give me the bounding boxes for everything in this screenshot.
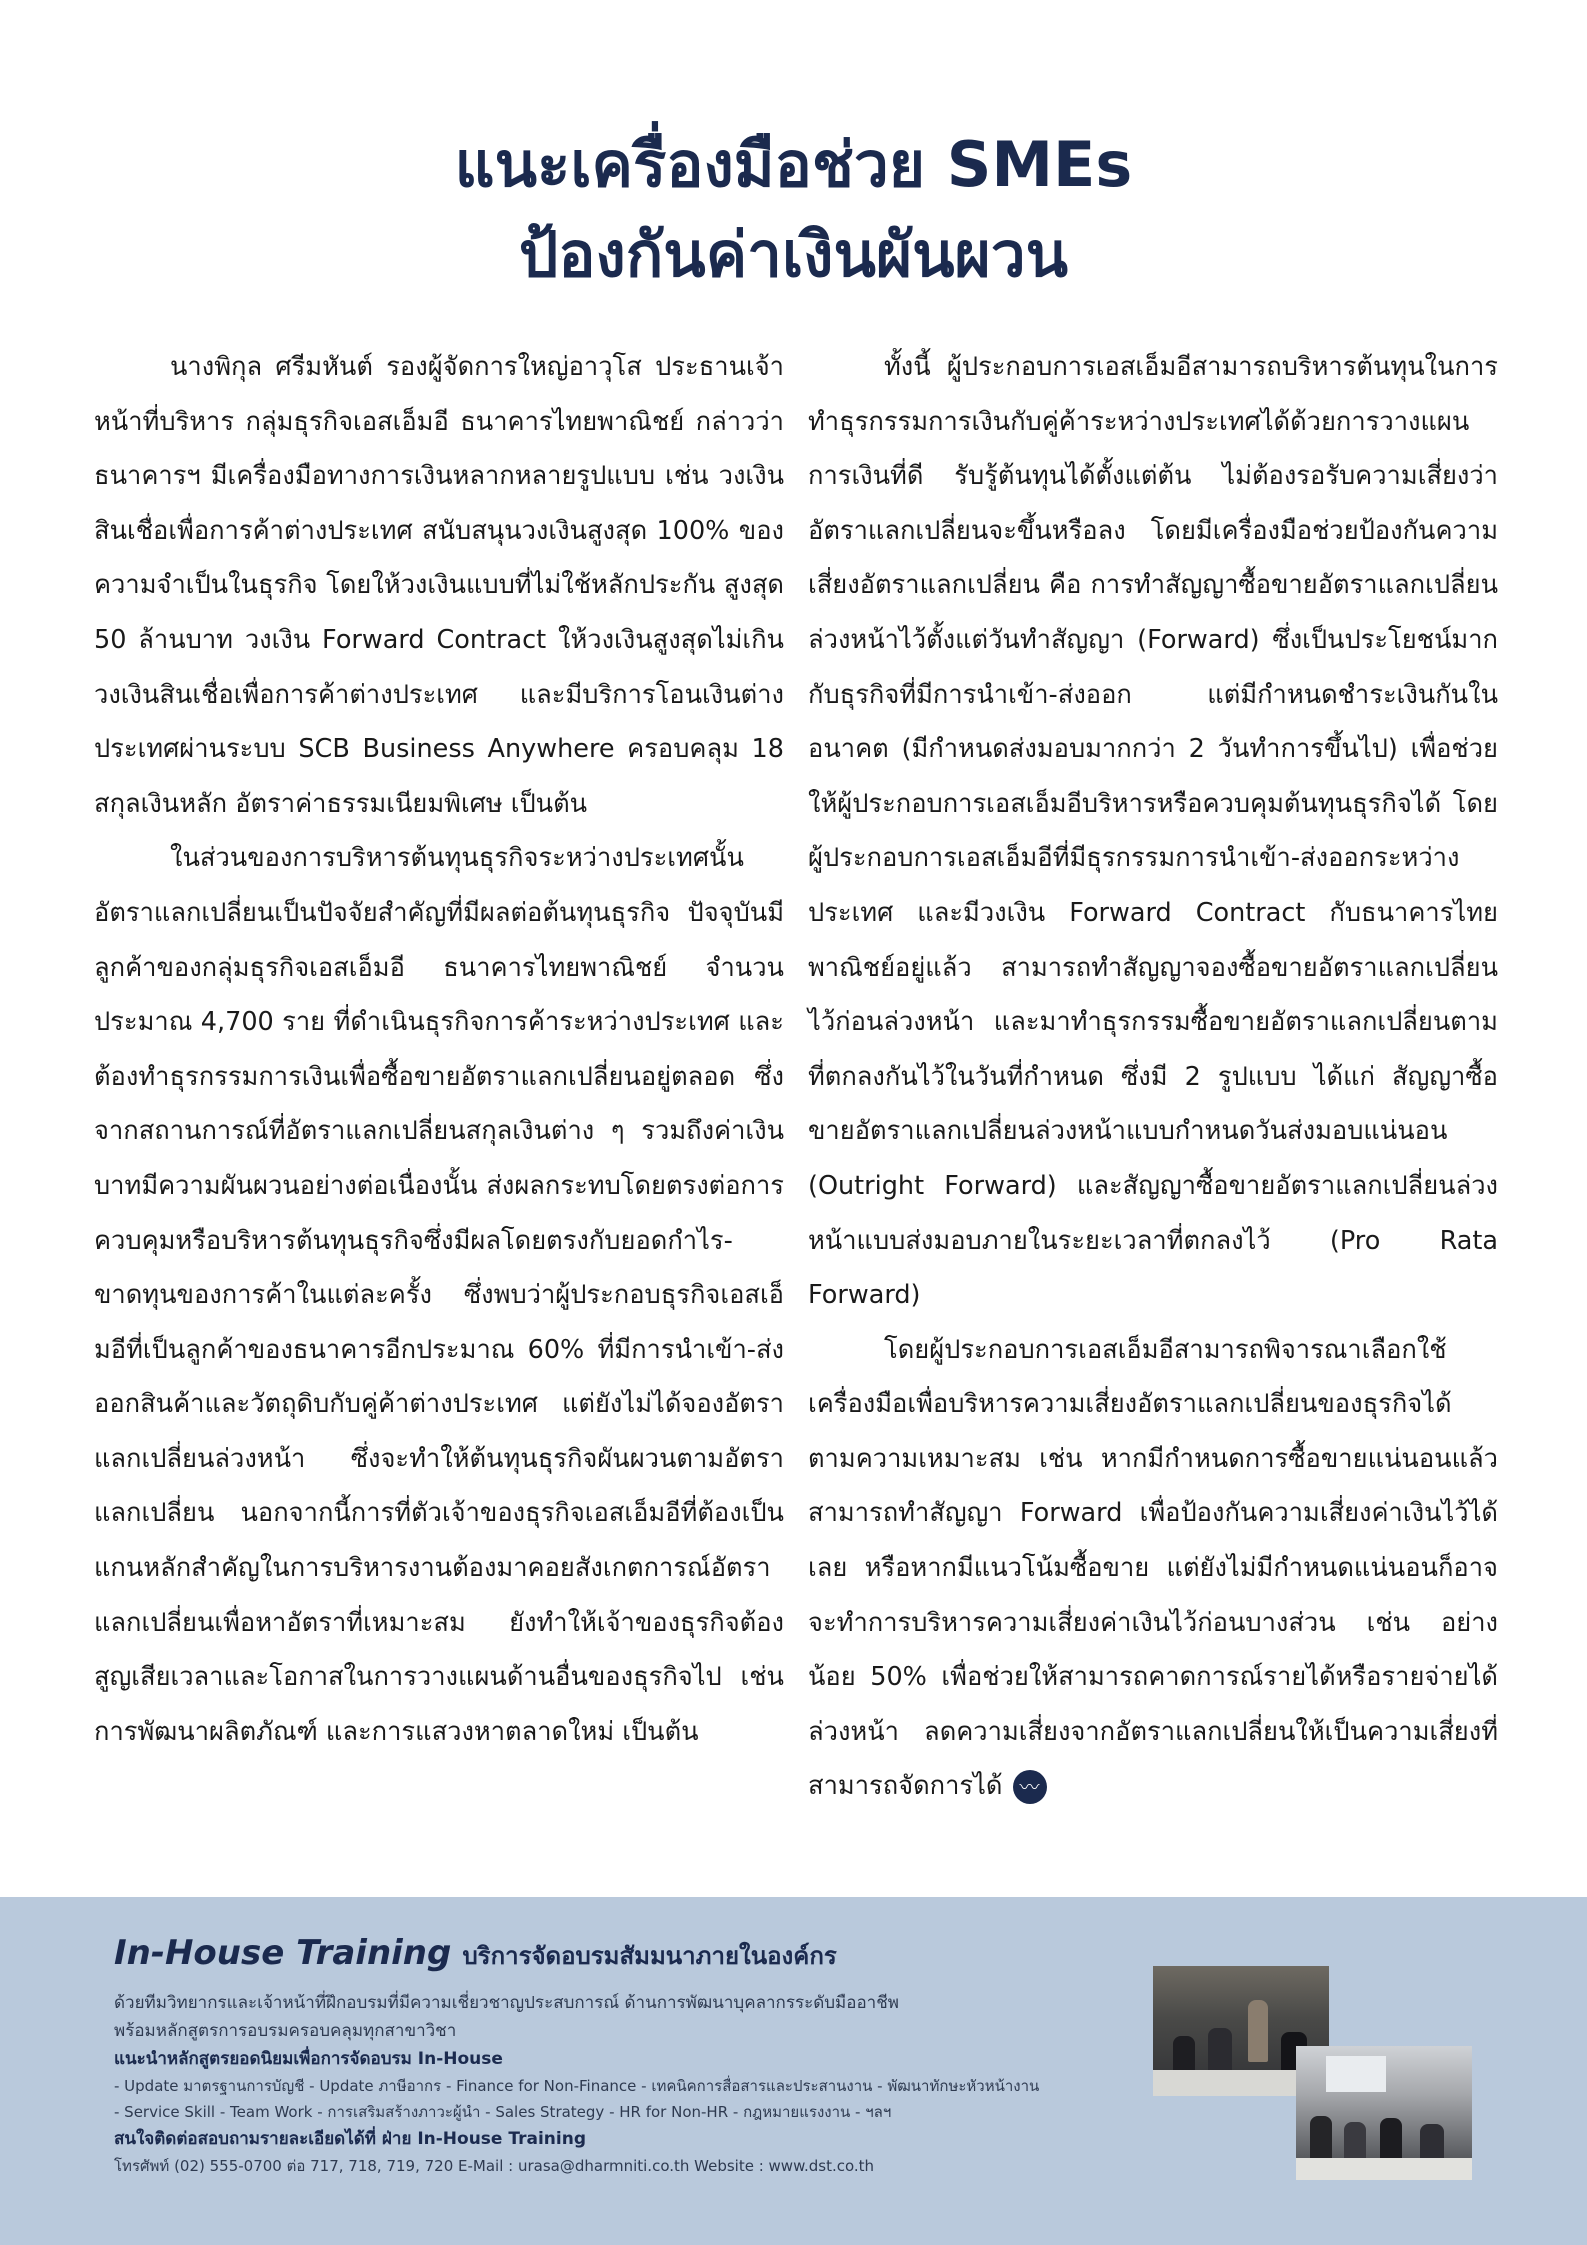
contact-line: โทรศัพท์ (02) 555-0700 ต่อ 717, 718, 719, 720 E-Mail : urasa@dharmniti.co.th Website : www.dst.co.th	[114, 2157, 875, 2175]
courses-line-1: - Update มาตรฐานการบัญชี - Update ภาษีอากร - Finance for Non-Finance - เทคนิคการสื่อสารและประสานงาน - พัฒนาทักษะหัวหน้างาน	[114, 2077, 1040, 2095]
footer-heading	[114, 1933, 837, 1975]
footer-body	[114, 1989, 1134, 2179]
title-line-2: ป้องกันค่าเงินผันผวน	[518, 218, 1069, 291]
paragraph-last	[808, 1323, 1498, 1814]
training-photo-2	[1296, 2046, 1472, 2180]
footer-brand: In-House Training	[114, 1933, 452, 1973]
title-line-1: แนะเครื่องมือช่วย SMEs	[454, 128, 1133, 201]
courses-line-2: - Service Skill - Team Work - การเสริมสร้างภาวะผู้นำ - Sales Strategy - HR for Non-HR - กฎหมายแรงงาน - ฯลฯ	[114, 2103, 892, 2121]
paragraph: ในส่วนของการบริหารต้นทุนธุรกิจระหว่างประเทศนั้น อัตราแลกเปลี่ยนเป็นปัจจัยสำคัญที่มีผลต่อต้นทุนธุรกิจ ปัจจุบันมีลูกค้าของกลุ่มธุรกิจเอสเอ็มอี ธนาคารไทยพาณิชย์ จำนวนประมาณ 4,700 ราย ที่ดำเนินธุรกิจการค้าระหว่างประเทศ และต้องทำธุรกรรมการเงินเพื่อซื้อขายอัตราแลกเปลี่ยนอยู่ตลอด ซึ่งจากสถานการณ์ที่อัตราแลกเปลี่ยนสกุลเงินต่าง ๆ รวมถึงค่าเงินบาทมีความผันผวนอย่างต่อเนื่องนั้น ส่งผลกระทบโดยตรงต่อการควบคุมหรือบริหารต้นทุนธุรกิจซึ่งมีผลโดยตรงกับยอดกำไร-ขาดทุนของการค้าในแต่ละครั้ง ซึ่งพบว่าผู้ประกอบธุรกิจเอสเอ็มอีที่เป็นลูกค้าของธนาคารอีกประมาณ 60% ที่มีการนำเข้า-ส่งออกสินค้าและวัตถุดิบกับคู่ค้าต่างประเทศ แต่ยังไม่ได้จองอัตราแลกเปลี่ยนล่วงหน้า ซึ่งจะทำให้ต้นทุนธุรกิจผันผวนตามอัตราแลกเปลี่ยน นอกจากนี้การที่ตัวเจ้าของธุรกิจเอสเอ็มอีที่ต้องเป็นแกนหลักสำคัญในการบริหารงานต้องมาคอยสังเกตการณ์อัตราแลกเปลี่ยนเพื่อหาอัตราที่เหมาะสม ยังทำให้เจ้าของธุรกิจต้องสูญเสียเวลาและโอกาสในการวางแผนด้านอื่นของธุรกิจไป เช่น การพัฒนาผลิตภัณฑ์ และการแสวงหาตลาดใหม่ เป็นต้น	[94, 843, 784, 1747]
article-column-left	[94, 340, 784, 1759]
article-title	[0, 120, 1587, 300]
article-column-right	[808, 340, 1498, 1814]
paragraph-text: โดยผู้ประกอบการเอสเอ็มอีสามารถพิจารณาเลือกใช้เครื่องมือเพื่อบริหารความเสี่ยงอัตราแลกเปลี่ยนของธุรกิจได้ตามความเหมาะสม เช่น หากมีกำหนดการซื้อขายแน่นอนแล้วสามารถทำสัญญา Forward เพื่อป้องกันความเสี่ยงค่าเงินไว้ได้เลย หรือหากมีแนวโน้มซื้อขาย แต่ยังไม่มีกำหนดแน่นอนก็อาจจะทำการบริหารความเสี่ยงค่าเงินไว้ก่อนบางส่วน เช่น อย่างน้อย 50% เพื่อช่วยให้สามารถคาดการณ์รายได้หรือรายจ่ายได้ล่วงหน้า ลดความเสี่ยงจากอัตราแลกเปลี่ยนให้เป็นความเสี่ยงที่สามารถจัดการได้	[808, 1334, 1498, 1802]
paragraph: นางพิกุล ศรีมหันต์ รองผู้จัดการใหญ่อาวุโส ประธานเจ้าหน้าที่บริหาร กลุ่มธุรกิจเอสเอ็มอี ธนาคารไทยพาณิชย์ กล่าวว่า ธนาคารฯ มีเครื่องมือทางการเงินหลากหลายรูปแบบ เช่น วงเงินสินเชื่อเพื่อการค้าต่างประเทศ สนับสนุนวงเงินสูงสุด 100% ของความจำเป็นในธุรกิจ โดยให้วงเงินแบบที่ไม่ใช้หลักประกัน สูงสุด 50 ล้านบาท วงเงิน Forward Contract ให้วงเงินสูงสุดไม่เกินวงเงินสินเชื่อเพื่อการค้าต่างประเทศ และมีบริการโอนเงินต่างประเทศผ่านระบบ SCB Business Anywhere ครอบคลุม 18 สกุลเงินหลัก อัตราค่าธรรมเนียมพิเศษ เป็นต้น	[94, 352, 784, 819]
end-mark-icon: 〰	[1013, 1770, 1047, 1804]
footer-desc-2: พร้อมหลักสูตรการอบรมครอบคลุมทุกสาขาวิชา	[114, 2021, 457, 2041]
contact-heading: สนใจติดต่อสอบถามรายละเอียดได้ที่ ฝ่าย In-House Training	[114, 2129, 586, 2149]
footer-desc-1: ด้วยทีมวิทยากรและเจ้าหน้าที่ฝึกอบรมที่มีความเชี่ยวชาญประสบการณ์ ด้านการพัฒนาบุคลากรระดับมืออาชีพ	[114, 1993, 899, 2013]
courses-heading: แนะนำหลักสูตรยอดนิยมเพื่อการจัดอบรม In-House	[114, 2049, 503, 2069]
paragraph: ทั้งนี้ ผู้ประกอบการเอสเอ็มอีสามารถบริหารต้นทุนในการทำธุรกรรมการเงินกับคู่ค้าระหว่างประเทศได้ด้วยการวางแผนการเงินที่ดี รับรู้ต้นทุนได้ตั้งแต่ต้น ไม่ต้องรอรับความเสี่ยงว่าอัตราแลกเปลี่ยนจะขึ้นหรือลง โดยมีเครื่องมือช่วยป้องกันความเสี่ยงอัตราแลกเปลี่ยน คือ การทำสัญญาซื้อขายอัตราแลกเปลี่ยนล่วงหน้าไว้ตั้งแต่วันทำสัญญา (Forward) ซึ่งเป็นประโยชน์มากกับธุรกิจที่มีการนำเข้า-ส่งออก แต่มีกำหนดชำระเงินกันในอนาคต (มีกำหนดส่งมอบมากกว่า 2 วันทำการขึ้นไป) เพื่อช่วยให้ผู้ประกอบการเอสเอ็มอีบริหารหรือควบคุมต้นทุนธุรกิจได้ โดยผู้ประกอบการเอสเอ็มอีที่มีธุรกรรมการนำเข้า-ส่งออกระหว่างประเทศ และมีวงเงิน Forward Contract กับธนาคารไทยพาณิชย์อยู่แล้ว สามารถทำสัญญาจองซื้อขายอัตราแลกเปลี่ยนไว้ก่อนล่วงหน้า และมาทำธุรกรรมซื้อขายอัตราแลกเปลี่ยนตามที่ตกลงกันไว้ในวันที่กำหนด ซึ่งมี 2 รูปแบบ ได้แก่ สัญญาซื้อขายอัตราแลกเปลี่ยนล่วงหน้าแบบกำหนดวันส่งมอบแน่นอน (Outright Forward) และสัญญาซื้อขายอัตราแลกเปลี่ยนล่วงหน้าแบบส่งมอบภายในระยะเวลาที่ตกลงไว้ (Pro Rata Forward)	[808, 352, 1498, 1311]
footer-tagline: บริการจัดอบรมสัมมนาภายในองค์กร	[462, 1942, 837, 1970]
